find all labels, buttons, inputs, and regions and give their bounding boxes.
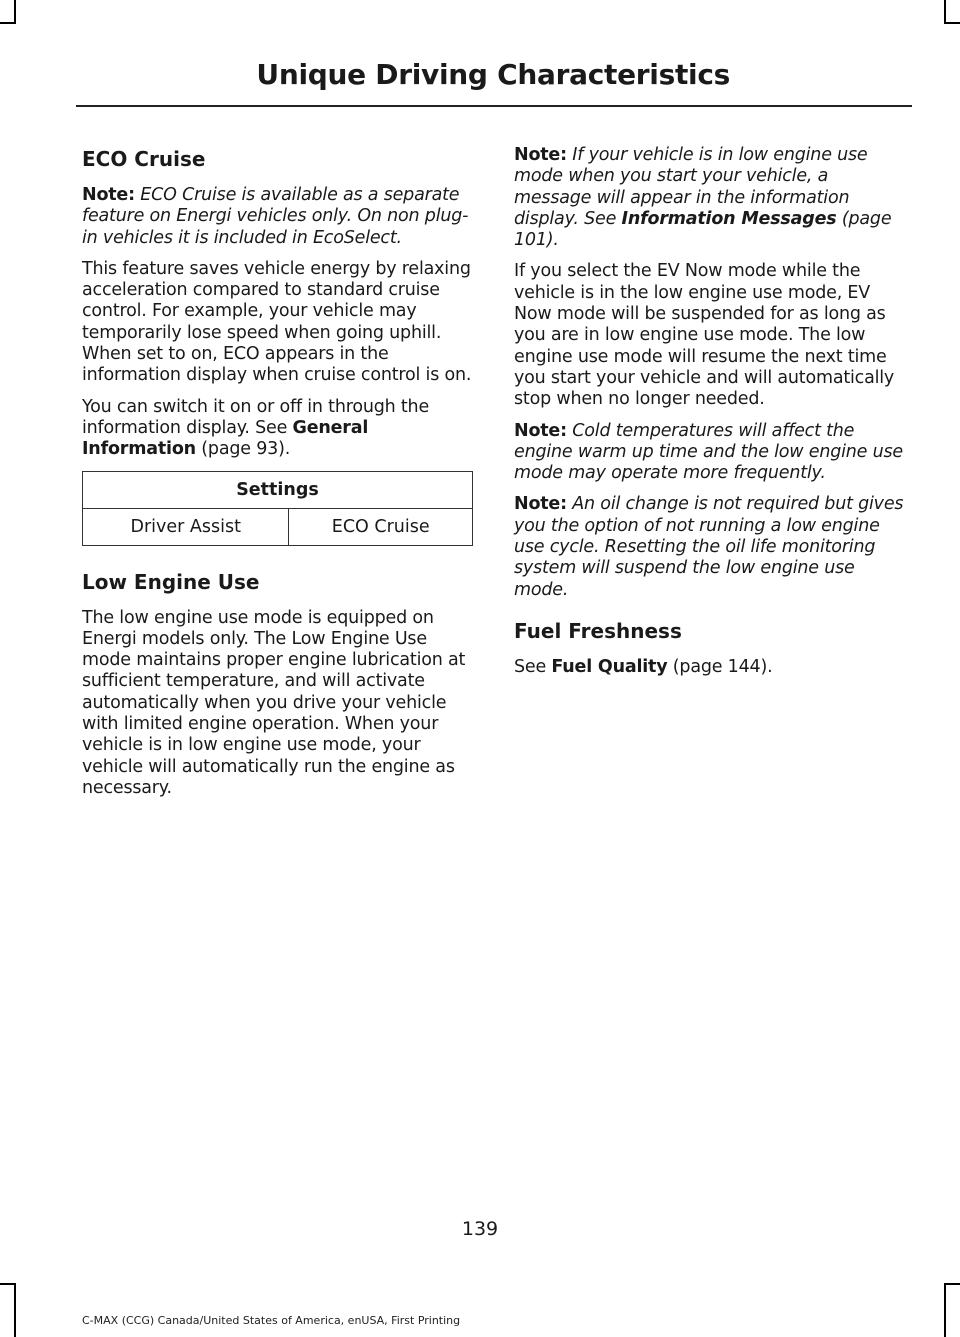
footer-text: C-MAX (CCG) Canada/United States of America, enUSA, First Printing	[82, 1314, 461, 1327]
crop-mark-top-right-v	[944, 0, 946, 24]
note-text: Cold temperatures will affect the engine warm up time and the low engine use mode may operate more frequently.	[514, 420, 903, 484]
eco-cruise-switch-text	[82, 397, 477, 461]
text-fragment: (page 101).	[514, 208, 892, 251]
header-divider	[76, 105, 912, 107]
text-fragment: If your vehicle is in low engine use mode when you start your vehicle, a message will appear in the information display. See	[514, 145, 868, 229]
left-column	[82, 145, 477, 809]
crop-mark-top-right-h	[944, 22, 960, 24]
crop-mark-bottom-right-v	[944, 1283, 946, 1337]
oil-change-note	[514, 494, 909, 600]
note-label: Note:	[514, 494, 567, 515]
right-column	[514, 145, 909, 688]
cold-temperature-note	[514, 421, 909, 485]
text-fragment: See	[514, 656, 552, 677]
page-title: Unique Driving Characteristics	[256, 58, 730, 91]
note-text	[514, 145, 891, 250]
settings-cell-driver-assist: Driver Assist	[83, 508, 289, 545]
fuel-quality-link[interactable]: Fuel Quality	[551, 656, 668, 677]
note-label: Note:	[82, 185, 135, 205]
text-fragment: (page 93).	[195, 439, 291, 460]
information-messages-link[interactable]: Information Messages	[621, 208, 837, 229]
eco-cruise-note	[82, 185, 477, 249]
crop-mark-top-left-h	[0, 22, 16, 24]
fuel-freshness-heading: Fuel Freshness	[514, 618, 682, 643]
low-engine-use-heading: Low Engine Use	[82, 569, 260, 594]
text-fragment: (page 144).	[667, 656, 773, 677]
fuel-freshness-text	[514, 657, 909, 678]
ev-now-description: If you select the EV Now mode while the vehicle is in the low engine use mode, EV Now mode will be suspended for as long as you are in low engine use mode. The low engine use mode will resume the next time you start your vehicle and will automatically stop when no longer needed.	[514, 261, 895, 410]
eco-cruise-heading: ECO Cruise	[82, 147, 206, 171]
note-text: An oil change is not required but gives you the option of not running a low engine use cycle. Resetting the oil life monitoring system will suspend the low engine use mode.	[514, 494, 904, 600]
crop-mark-top-left-v	[14, 0, 16, 24]
low-engine-use-description: The low engine use mode is equipped on Energi models only. The Low Engine Use mode maintains proper engine lubrication at sufficient temperature, and will activate automatically when you drive your vehicle with limited engine operation. When your vehicle is in low engine use mode, your vehicle will automatically run the engine as necessary.	[82, 607, 466, 798]
crop-mark-bottom-left-h	[0, 1283, 16, 1285]
note-label: Note:	[514, 420, 567, 441]
note-text: ECO Cruise is available as a separate feature on Energi vehicles only. On non plug-in vehicles it is included in EcoSelect.	[82, 185, 469, 248]
eco-cruise-description: This feature saves vehicle energy by relaxing acceleration compared to standard cruise control. For example, your vehicle may temporarily lose speed when going uphill. When set to on, ECO appears in the information display when cruise control is on.	[82, 258, 472, 386]
settings-cell-eco-cruise: ECO Cruise	[289, 508, 473, 545]
settings-table-header: Settings	[83, 471, 473, 508]
crop-mark-bottom-right-h	[944, 1283, 960, 1285]
text-fragment: You can switch it on or off in through the information display. See	[82, 396, 430, 438]
crop-mark-bottom-left-v	[14, 1283, 16, 1337]
low-engine-message-note	[514, 145, 909, 251]
page-number: 139	[461, 1218, 499, 1240]
settings-table	[82, 471, 473, 546]
note-label: Note:	[514, 145, 567, 165]
general-information-link[interactable]: General Information	[82, 417, 369, 460]
